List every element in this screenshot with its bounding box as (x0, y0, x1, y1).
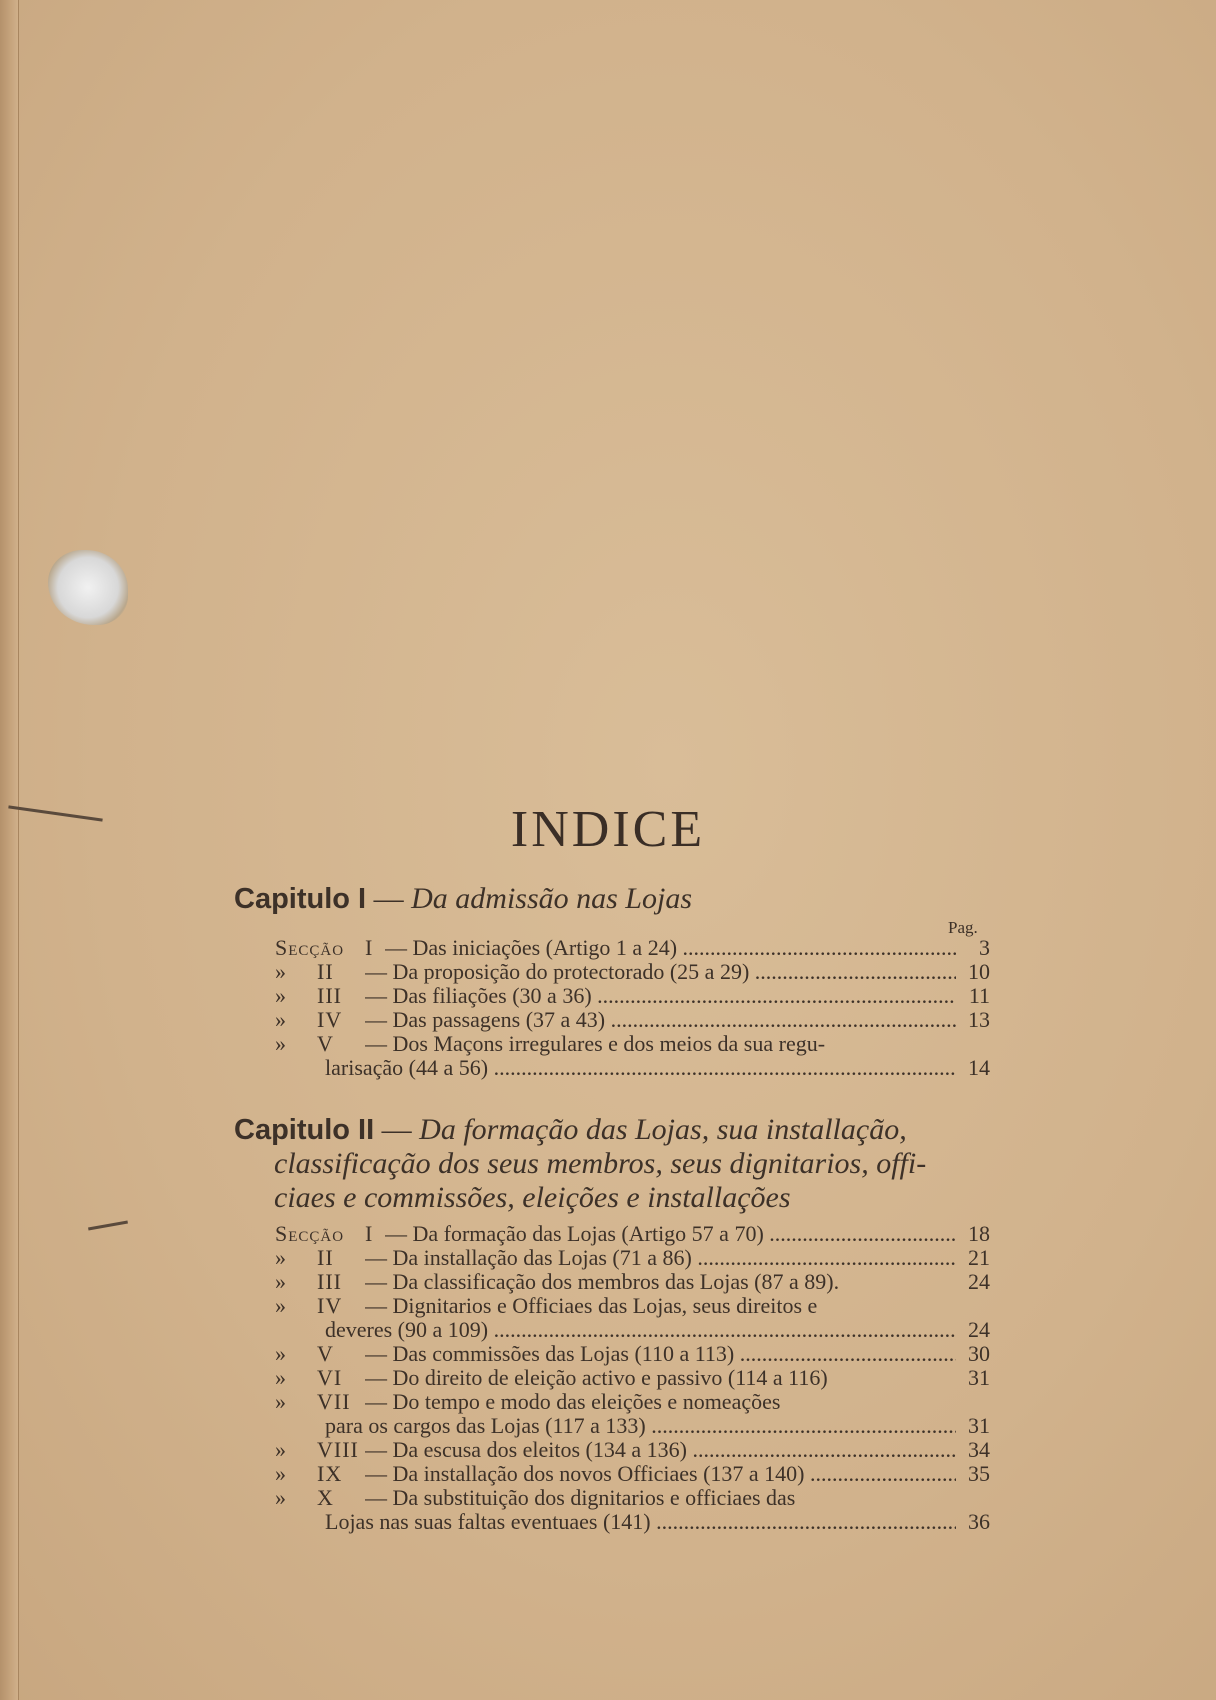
section-prefix: » (275, 1461, 286, 1486)
toc-row (275, 1294, 990, 1318)
section-title-continued: deveres (90 a 109) ..... (275, 1318, 956, 1342)
section-number: III (317, 1269, 342, 1294)
section-prefix: » (275, 1365, 286, 1390)
section-page: 31 (968, 1413, 990, 1438)
section-title: — Das iniciações (Artigo 1 a 24) ..... (385, 936, 956, 960)
section-page: 11 (968, 983, 990, 1008)
toc-row (275, 960, 990, 984)
section-number: VIII (317, 1437, 359, 1462)
chapter-2-heading (234, 1113, 994, 1215)
toc-row-continuation (275, 1056, 990, 1080)
section-title-continued: Lojas nas suas faltas eventuaes (141) ..... (275, 1510, 956, 1534)
section-title-continued: larisação (44 a 56) ..... (275, 1056, 956, 1080)
toc-row (275, 1462, 990, 1486)
toc-row (275, 936, 990, 960)
section-page: 14 (968, 1055, 990, 1080)
section-prefix: » (275, 1341, 286, 1366)
section-title: — Da installação das Lojas (71 a 86) ..... (365, 1246, 956, 1270)
section-prefix: » (275, 1437, 286, 1462)
section-title: — Das passagens (37 a 43) ..... (365, 1008, 956, 1032)
section-page: 10 (968, 959, 990, 984)
toc-row (275, 1366, 990, 1390)
section-page: 31 (968, 1365, 990, 1390)
section-number: I (365, 935, 374, 960)
section-number: IX (317, 1461, 343, 1486)
chapter-1-sections (275, 936, 990, 1080)
section-title: — Da classificação dos membros das Lojas (87 a 89). (365, 1270, 840, 1294)
section-number: IV (317, 1007, 343, 1032)
toc-row (275, 1246, 990, 1270)
section-prefix: » (275, 1007, 286, 1032)
toc-row (275, 1390, 990, 1414)
section-title: — Das filiações (30 a 36) ..... (365, 984, 956, 1008)
section-number: III (317, 983, 342, 1008)
toc-row (275, 1342, 990, 1366)
section-prefix: » (275, 1031, 286, 1056)
section-page: 36 (968, 1509, 990, 1534)
section-number: II (317, 959, 334, 984)
toc-row (275, 1486, 990, 1510)
page-title: INDICE (510, 801, 706, 858)
section-page: 35 (968, 1461, 990, 1486)
section-title: — Das commissões das Lojas (110 a 113) ..... (365, 1342, 956, 1366)
section-prefix: » (275, 1293, 286, 1318)
section-page: 30 (968, 1341, 990, 1366)
section-page: 24 (968, 1269, 990, 1294)
section-page: 24 (968, 1317, 990, 1342)
chapter-1-heading (234, 882, 994, 916)
chapter-label: Capitulo I (234, 883, 367, 915)
section-title: — Da proposição do protectorado (25 a 29) ..... (365, 960, 956, 984)
section-prefix: Secção (275, 1221, 345, 1246)
toc-row (275, 1438, 990, 1462)
section-page: 13 (968, 1007, 990, 1032)
section-number: IV (317, 1293, 343, 1318)
section-title: — Da formação das Lojas (Artigo 57 a 70) ..... (385, 1222, 956, 1246)
chapter-label: Capitulo II (234, 1114, 375, 1146)
page-column-label: Pag. (948, 918, 978, 937)
section-prefix: » (275, 983, 286, 1008)
section-number: II (317, 1245, 334, 1270)
section-prefix: » (275, 959, 286, 984)
chapter-dash: — (374, 1113, 420, 1146)
section-number: V (317, 1031, 334, 1056)
toc-row (275, 1032, 990, 1056)
section-prefix: » (275, 1389, 286, 1414)
section-number: V (317, 1341, 334, 1366)
section-title: — Da escusa dos eleitos (134 a 136) ..... (365, 1438, 956, 1462)
toc-row-continuation (275, 1510, 990, 1534)
toc-row (275, 984, 990, 1008)
section-number: I (365, 1221, 374, 1246)
section-page: 34 (968, 1437, 990, 1462)
section-prefix: » (275, 1269, 286, 1294)
section-page: 18 (968, 1221, 990, 1246)
section-prefix: » (275, 1245, 286, 1270)
section-title: — Da installação dos novos Officiaes (137 a 140) ..... (365, 1462, 956, 1486)
section-page: 21 (968, 1245, 990, 1270)
chapter-subtitle: Da admissão nas Lojas (411, 882, 692, 915)
section-number: VII (317, 1389, 351, 1414)
chapter-subtitle-line-1: Da formação das Lojas, sua installação, (419, 1113, 907, 1146)
section-prefix: Secção (275, 935, 345, 960)
section-title: — Do direito de eleição activo e passivo (114 a 116) (365, 1366, 828, 1390)
section-number: X (317, 1485, 334, 1510)
chapter-dash: — (366, 882, 412, 915)
toc-row (275, 1222, 990, 1246)
toc-row-continuation (275, 1414, 990, 1438)
section-number: VI (317, 1365, 343, 1390)
chapter-subtitle-line-2: classificação dos seus membros, seus dignitarios, offi- (274, 1147, 927, 1180)
chapter-2-sections (275, 1222, 990, 1534)
section-title-continued: para os cargos das Lojas (117 a 133) ..... (275, 1414, 956, 1438)
section-page: 3 (979, 935, 990, 960)
toc-row (275, 1270, 990, 1294)
section-title: — Dos Maçons irregulares e dos meios da sua regu- (365, 1032, 826, 1056)
section-title: — Da substituição dos dignitarios e officiaes das (365, 1486, 796, 1510)
section-title: — Do tempo e modo das eleições e nomeações (365, 1390, 781, 1414)
toc-row-continuation (275, 1318, 990, 1342)
section-prefix: » (275, 1485, 286, 1510)
chapter-subtitle-line-3: ciaes e commissões, eleições e installações (274, 1181, 791, 1214)
section-title: — Dignitarios e Officiaes das Lojas, seus direitos e (365, 1294, 818, 1318)
toc-row (275, 1008, 990, 1032)
